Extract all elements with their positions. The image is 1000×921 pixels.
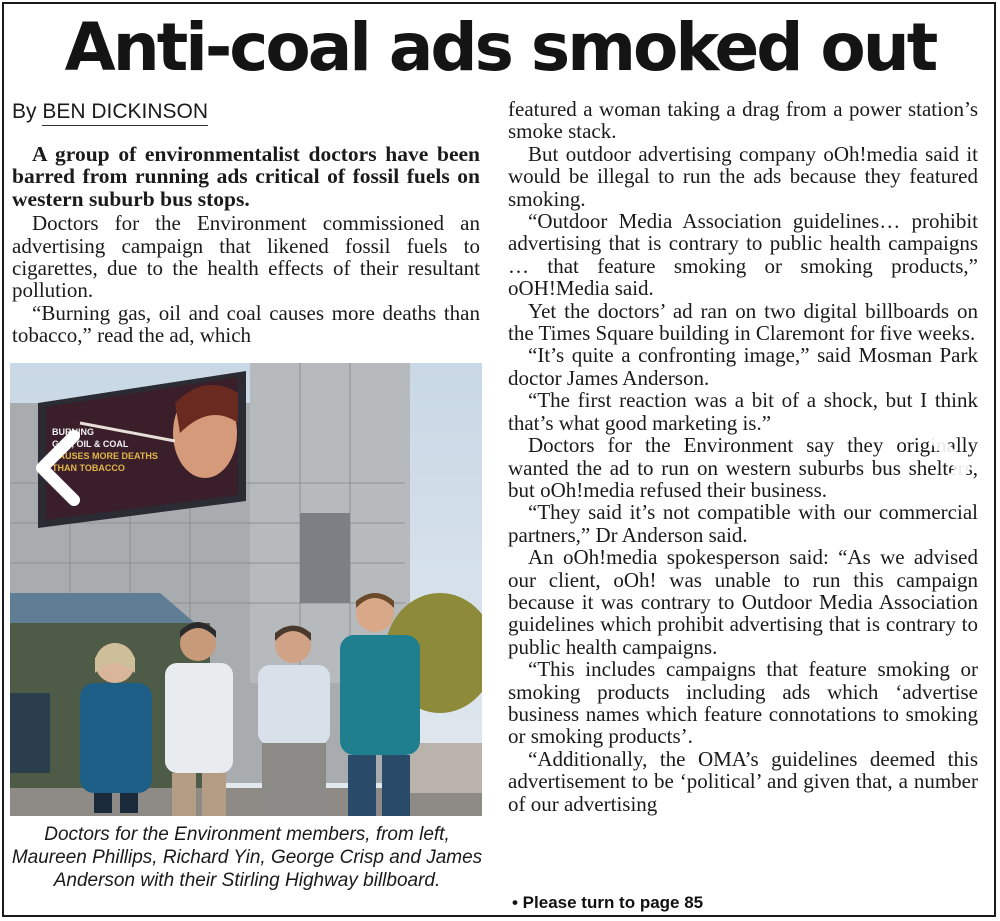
body-paragraph: Yet the doctors’ ad ran on two digital billboards on the Times Square building in Claremont for five weeks.	[508, 298, 978, 346]
body-paragraph: “Burning gas, oil and coal causes more deaths than tobacco,” read the ad, which	[12, 300, 480, 348]
billboard-line: BURNING	[52, 427, 94, 437]
photo-caption: Doctors for the Environment members, from left, Maureen Phillips, Richard Yin, George Crisp and James Anderson with their Stirling Highway billboard.	[11, 824, 483, 891]
billboard-line: GAS, OIL & COAL	[52, 439, 129, 449]
headline: Anti-coal ads smoked out	[64, 9, 936, 86]
lede-paragraph: A group of environmentalist doctors have been barred from running ads critical of fossil fuels on western suburb bus stops.	[12, 142, 480, 211]
body-paragraph: “It’s quite a confronting image,” said Mosman Park doctor James Anderson.	[508, 343, 978, 390]
body-paragraph: Doctors for the Environment commissioned an advertising campaign that likened fossil fuels to cigarettes, due to the health effects of their resultant pollution.	[12, 211, 480, 303]
body-paragraph: “Additionally, the OMA’s guidelines deemed this advertisement to be ‘political’ and given that, a number of our advertising	[508, 746, 978, 816]
body-paragraph: featured a woman taking a drag from a power station’s smoke stack.	[508, 97, 978, 144]
billboard-line: THAN TOBACCO	[52, 463, 125, 473]
body-paragraph: An oOh!media spokesperson said: “As we advised our client, oOh! was unable to run this campaign because it was contrary to Outdoor Media Association guidelines which prohibit advertising that is contrary to public health campaigns.	[508, 545, 978, 659]
left-column	[12, 143, 480, 347]
body-paragraph: “The first reaction was a bit of a shock, but I think that’s what good marketing is.”	[508, 388, 978, 435]
body-paragraph: “They said it’s not compatible with our commercial partners,” Dr Anderson said.	[508, 500, 978, 547]
previous-arrow-icon[interactable]	[30, 428, 86, 508]
body-paragraph: “Outdoor Media Association guidelines… prohibit advertising that is contrary to public health campaigns … that feature smoking or smoking products,” oOH!Media said.	[508, 209, 978, 301]
byline-author: BEN DICKINSON	[42, 100, 208, 126]
body-paragraph: Doctors for the Environment say they originally wanted the ad to run on western suburbs bus shelters, but oOh!media refused their business.	[508, 433, 978, 502]
right-column	[508, 98, 978, 815]
billboard-line: CAUSES MORE DEATHS	[52, 451, 158, 461]
body-paragraph: But outdoor advertising company oOh!media said it would be illegal to run the ads because they featured smoking.	[508, 141, 978, 211]
byline	[12, 100, 208, 124]
turn-to-page-note: • Please turn to page 85	[512, 893, 704, 912]
next-arrow-icon[interactable]	[920, 428, 976, 508]
byline-prefix: By	[12, 100, 37, 123]
body-paragraph: “This includes campaigns that feature smoking or smoking products including ads which ‘advertise business names which feature connotations to smoking or smoking products’.	[508, 657, 978, 749]
